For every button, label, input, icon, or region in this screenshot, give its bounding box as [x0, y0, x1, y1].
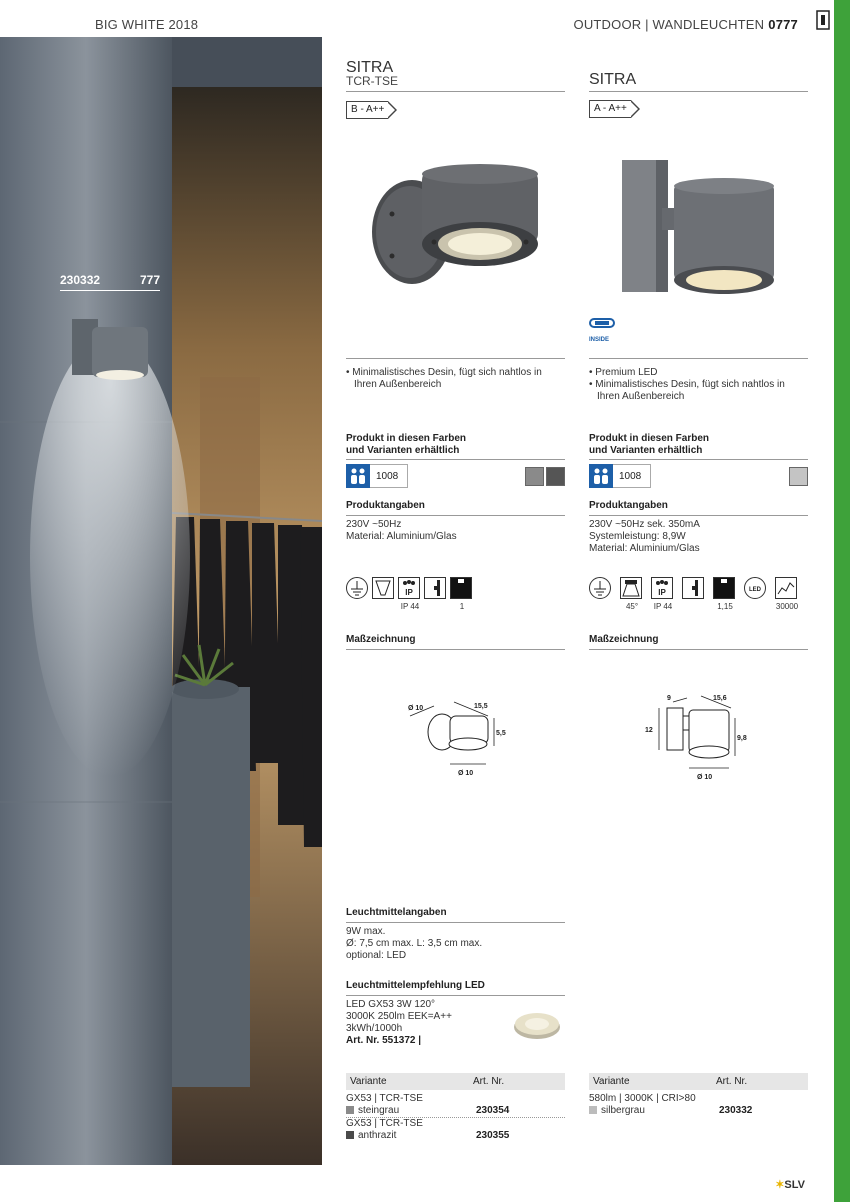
brand-logo: ✶SLV	[775, 1179, 805, 1191]
product-b-specs: Produktangaben 230V ~50Hz sek. 350mA Systemleistung: 8,9W Material: Aluminium/Glas	[589, 500, 808, 555]
color-marker	[346, 1131, 354, 1139]
svg-text:IP: IP	[658, 588, 666, 597]
mounting-icon	[682, 577, 704, 599]
ambient-photo	[0, 37, 322, 1165]
lamp-cone-icon	[372, 577, 394, 599]
feature-item: • Minimalistisches Desin, fügt sich nahtlos in Ihren Außenbereich	[346, 367, 542, 390]
lifetime-icon: 30000	[775, 577, 797, 599]
photo-article-code: 230332	[60, 273, 101, 287]
product-a-led-recommendation: Leuchtmittelempfehlung LED LED GX53 3W 120° 3000K 250lm EEK=A++ 3kWh/1000h Art. Nr. 551372 |	[346, 980, 565, 1047]
table-row[interactable]: steingrau 230354	[346, 1105, 565, 1118]
dim-depth: 9	[667, 695, 671, 702]
weight-icon: 1,15	[713, 577, 735, 599]
chapter-tab	[834, 0, 850, 1202]
photo-article-label	[60, 273, 160, 287]
weight-icon: 1	[450, 577, 472, 599]
product-a-variants: Produkt in diesen Farben und Varianten erhältlich 1008	[346, 433, 565, 488]
page-number: 0777	[768, 17, 798, 32]
led-dimm-icon	[744, 577, 766, 599]
product-b-title: SITRA	[589, 71, 637, 88]
product-a-image	[366, 160, 546, 300]
product-b-icons	[589, 577, 808, 611]
dim-width: 15,5	[474, 703, 488, 710]
product-a-icons	[346, 577, 565, 611]
dimension-drawing-b	[589, 658, 808, 788]
led-bulb-image	[512, 1005, 562, 1043]
energy-label-a: B - A++	[346, 101, 388, 119]
product-b-header	[589, 72, 808, 118]
dimension-drawing-a	[346, 658, 565, 788]
dim-diameter-top: Ø 10	[408, 705, 424, 712]
product-a-specs: Produktangaben 230V ~50Hz Material: Aluminium/Glas	[346, 500, 565, 543]
ip-rating-icon: IP IP 44	[651, 577, 673, 599]
color-marker	[346, 1106, 354, 1114]
energy-label-b: A - A++	[589, 100, 631, 118]
feature-item: • Minimalistisches Desin, fügt sich nahtlos in Ihren Außenbereich	[589, 379, 785, 402]
dim-diameter-bottom: Ø 10	[458, 770, 474, 777]
ip-rating-icon: IP IP 44	[398, 577, 420, 599]
product-a-drawing: Maßzeichnung Ø 10 15,5 5,5 Ø 10	[346, 634, 565, 793]
earth-icon	[589, 577, 611, 599]
product-b-drawing: Maßzeichnung 9 15,6 12 9,8 Ø 10	[589, 634, 808, 793]
spark-icon: ✶	[775, 1179, 785, 1191]
color-marker	[589, 1106, 597, 1114]
family-number: 1008	[613, 464, 651, 488]
table-row[interactable]: anthrazit 230355	[346, 1130, 565, 1142]
product-b-features	[589, 358, 808, 403]
family-icon	[589, 464, 613, 488]
led-inside-badge: INSIDE	[589, 318, 615, 343]
table-row[interactable]: silbergrau 230332	[589, 1105, 808, 1117]
table-row[interactable]: GX53 | TCR-TSE	[346, 1093, 423, 1104]
color-swatch-silbergrau	[789, 467, 808, 486]
beam-angle-icon: 45°	[620, 577, 642, 599]
product-a-header	[346, 60, 565, 119]
color-swatch-steingrau	[525, 467, 544, 486]
photo-page-ref: 777	[139, 273, 160, 287]
wall-lamp-icon	[816, 9, 830, 31]
product-a-lamp-info: Leuchtmittelangaben 9W max. Ø: 7,5 cm max. L: 3,5 cm max. optional: LED	[346, 907, 565, 962]
dim-height: 5,5	[496, 730, 506, 737]
product-b-image	[616, 156, 786, 298]
catalog-title: BIG WHITE 2018	[95, 17, 199, 32]
product-a-title: SITRA	[346, 59, 394, 76]
family-icon	[346, 464, 370, 488]
dim-width: 15,6	[713, 695, 727, 702]
product-b-variant-table: Variante Art. Nr. 580lm | 3000K | CRI>80 silbergrau 230332	[589, 1073, 808, 1117]
led-article-number: Art. Nr. 551372 |	[346, 1035, 422, 1046]
dim-height-total: 12	[645, 727, 653, 734]
section-title: OUTDOOR | WANDLEUCHTEN 0777	[573, 17, 798, 32]
table-row[interactable]: 580lm | 3000K | CRI>80	[589, 1093, 696, 1104]
mounting-icon	[424, 577, 446, 599]
dim-diameter: Ø 10	[697, 774, 713, 781]
photo-label-rule	[60, 290, 160, 291]
table-row[interactable]: GX53 | TCR-TSE	[346, 1118, 423, 1129]
family-number: 1008	[370, 464, 408, 488]
product-b-variants: Produkt in diesen Farben und Varianten erhältlich 1008	[589, 433, 808, 488]
color-swatch-anthrazit	[546, 467, 565, 486]
earth-icon	[346, 577, 368, 599]
product-a-subtitle: TCR-TSE	[346, 74, 398, 88]
product-a-variant-table: Variante Art. Nr. GX53 | TCR-TSE steingrau 230354 GX53 | TCR-TSE anthrazit 230355	[346, 1073, 565, 1142]
product-a-features	[346, 358, 565, 391]
svg-text:IP: IP	[405, 588, 413, 597]
dim-height-cylinder: 9,8	[737, 735, 747, 742]
svg-text:LED: LED	[749, 587, 761, 593]
feature-item: • Premium LED	[589, 367, 658, 378]
